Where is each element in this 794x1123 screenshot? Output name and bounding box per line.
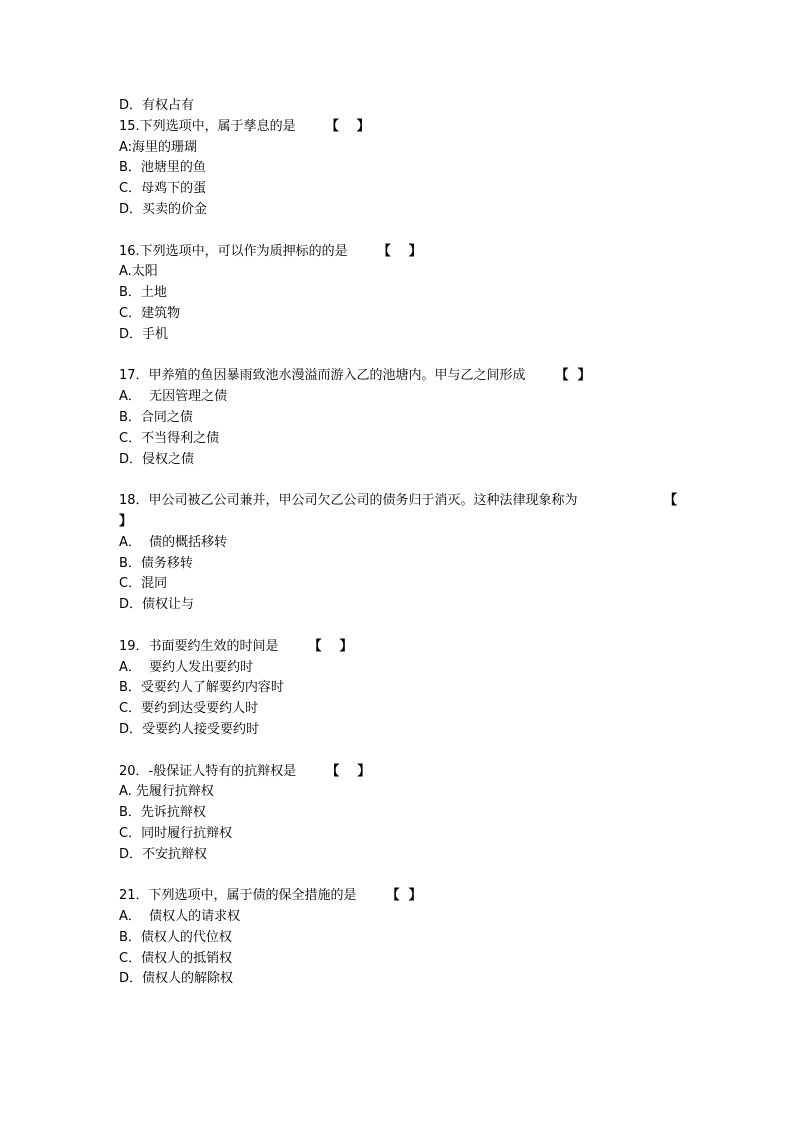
q16-option-d: D．手机 <box>119 326 169 342</box>
q19-option-a: A． 要约人发出要约时 <box>119 659 254 675</box>
q21-option-c: C．债权人的抵销权 <box>119 950 233 966</box>
q16-stem-row <box>119 242 679 263</box>
q20-option-b: B．先诉抗辩权 <box>119 805 206 821</box>
question-list <box>119 96 679 990</box>
q15-option-d: D．买卖的价金 <box>119 201 208 217</box>
q16-stem: 16.下列选项中，可以作为质押标的的是 <box>119 243 348 259</box>
q16-option-b: B．土地 <box>119 285 167 301</box>
q17-answer-bracket: 【 】 <box>555 368 591 384</box>
spacer <box>119 346 679 367</box>
q17-option-b: B．合同之债 <box>119 409 193 425</box>
q21-stem: 21．下列选项中，属于债的保全措施的是 <box>119 888 357 904</box>
q20-option-d: D．不安抗辩权 <box>119 846 208 862</box>
q20-option-c: C．同时履行抗辩权 <box>119 825 233 841</box>
spacer <box>119 865 679 886</box>
q16-option-a: A.太阳 <box>119 264 158 280</box>
q15-option-b: B．池塘里的鱼 <box>119 160 206 176</box>
q15-answer-bracket: 【 】 <box>325 118 370 134</box>
q19-option-c: C．要约到达受要约人时 <box>119 701 259 717</box>
q20-stem: 20．-般保证人特有的抗辩权是 <box>119 763 297 779</box>
q21-stem-row <box>119 886 679 907</box>
q18-option-a: A． 债的概括移转 <box>119 534 228 550</box>
q20-stem-row <box>119 762 679 783</box>
q15-option-a: A:海里的珊瑚 <box>119 139 198 155</box>
q18-option-c: C．混同 <box>119 576 168 592</box>
spacer <box>119 470 679 491</box>
q20-answer-bracket: 【 】 <box>326 763 371 779</box>
q17-option-c: C．不当得利之债 <box>119 430 220 446</box>
q17-option-d: D．侵权之债 <box>119 451 195 467</box>
q17-option-a: A． 无因管理之债 <box>119 389 228 405</box>
spacer <box>119 616 679 637</box>
spacer <box>119 221 679 242</box>
q16-option-c: C．建筑物 <box>119 305 181 321</box>
q19-stem-row <box>119 637 679 658</box>
q14-option-d: D．有权占有 <box>119 98 195 113</box>
q19-stem: 19．书面要约生效的时间是 <box>119 638 279 654</box>
q19-option-d: D．受要约人接受要约时 <box>119 721 260 737</box>
q18-stem-row <box>119 491 679 512</box>
q18-stem: 18．甲公司被乙公司兼并，甲公司欠乙公司的债务归于消灭。这种法律现象称为 <box>119 493 578 509</box>
q17-stem-row <box>119 366 679 387</box>
q21-option-a: A． 债权人的请求权 <box>119 909 241 925</box>
q16-answer-bracket: 【 】 <box>377 243 422 259</box>
q18-answer-bracket-close: 】 <box>119 513 133 529</box>
q15-stem-row <box>119 117 679 138</box>
spacer <box>119 741 679 762</box>
q17-stem: 17．甲养殖的鱼因暴雨致池水漫溢而游入乙的池塘内。甲与乙之间形成 <box>119 368 526 384</box>
q18-answer-bracket-open: 【 <box>664 493 678 509</box>
q19-answer-bracket: 【 】 <box>308 638 353 654</box>
q19-option-b: B．受要约人了解要约内容时 <box>119 680 284 696</box>
q18-option-b: B．债务移转 <box>119 555 193 571</box>
q18-option-d: D．债权让与 <box>119 597 195 613</box>
q15-stem: 15.下列选项中，属于孳息的是 <box>119 118 296 134</box>
q18-bracket-close-row <box>119 512 679 533</box>
q21-option-b: B．债权人的代位权 <box>119 929 232 945</box>
q20-option-a: A. 先履行抗辩权 <box>119 784 214 800</box>
q21-option-d: D．债权人的解除权 <box>119 971 234 987</box>
q21-answer-bracket: 【 】 <box>386 888 422 904</box>
q15-option-c: C．母鸡下的蛋 <box>119 181 207 197</box>
